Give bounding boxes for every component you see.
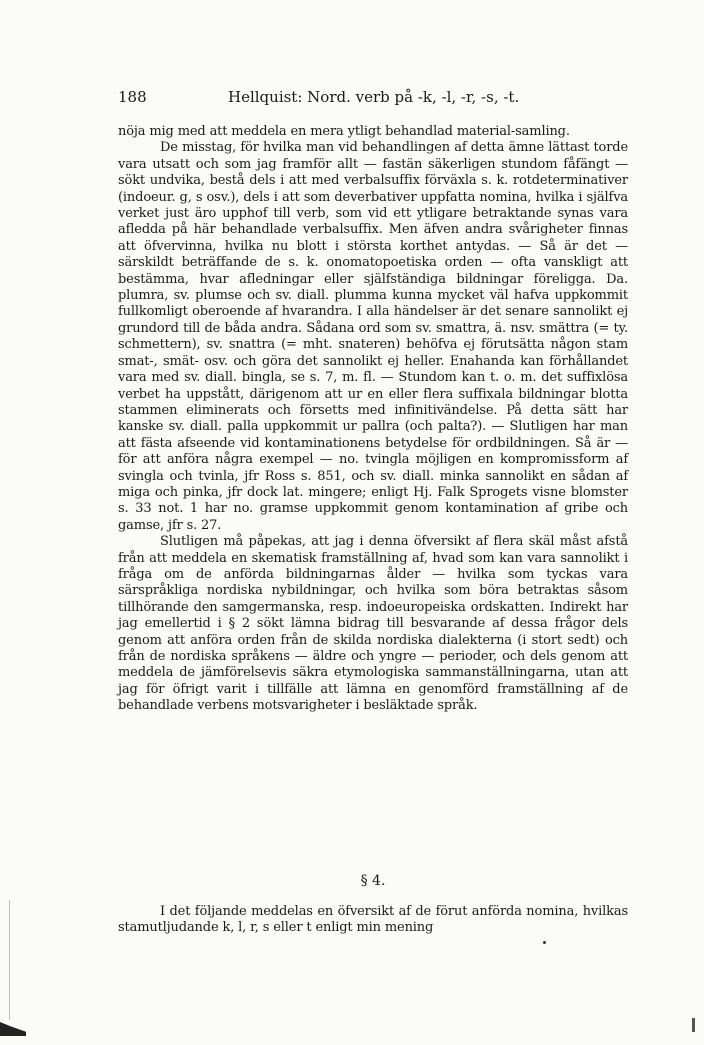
scan-edge-mark-right	[692, 1018, 695, 1032]
running-head: Hellquist: Nord. verb på -k, -l, -r, -s, -t.	[228, 88, 520, 106]
main-text	[118, 124, 628, 715]
paragraph-misstag: De misstag, för hvilka man vid behandlingen af detta ämne lättast torde vara utsatt och som jag framför allt — fastän säkerligen stundom fåfängt — sökt undvika, bestå dels i att med verbalsuffix förväxla s. k. rotdeterminativer (indoeur. g, s osv.), dels i att som deverbativer uppfatta nomina, hvilka i själfva verket just äro upphof till verb, som vid ett ytligare betraktande synas vara afledda på här behandlade verbalsuffix. Men äfven andra svårigheter finnas att öfvervinna, hvilka nu blott i största korthet antydas. — Så är det — särskildt beträffande de s. k. onomatopoetiska orden — ofta vanskligt att bestämma, hvar afledningar eller själfständiga bildningar föreligga. Da. plumra, sv. plumse och sv. diall. plumma kunna mycket väl hafva uppkommit fullkomligt oberoende af hvarandra. I alla händelser är det senare sannolikt ej grundord till de båda andra. Sådana ord som sv. smattra, ä. nsv. smättra (= ty. schmettern), sv. snattra (= mht. snateren) behöfva ej förutsätta någon stam smat-, smät- osv. och göra det sannolikt ej heller. Enahanda kan förhållandet vara med sv. diall. bingla, se s. 7, m. fl. — Stundom kan t. o. m. det suffixlösa verbet ha uppstått, därigenom att ur en eller flera suffixala bildningar blotta stammen eliminerats och försetts med infinitivändelse. På detta sätt har kanske sv. diall. palla uppkommit ur pallra (och palta?). — Slutligen har man att fästa afseende vid kontaminationens betydelse för ordbildningen. Så är — för att anföra några exempel — no. tvingla möjligen en kompromissform af svingla och tvinla, jfr Ross s. 851, och sv. diall. minka sannolikt en sådan af miga och pinka, jfr dock lat. mingere; enligt Hj. Falk Sprogets visne blomster s. 33 not. 1 har no. gramse uppkommit genom kontamination af gribe och gamse, jfr s. 27.	[118, 140, 628, 533]
stray-dot	[543, 941, 546, 944]
page-number: 188	[118, 88, 147, 106]
paragraph-slutligen: Slutligen må påpekas, att jag i denna öfversikt af flera skäl måst afstå från att meddela en skematisk framställning af, hvad som kan vara sannolikt i fråga om de anförda bildningarnas ålder — hvilka som tyckas vara särspråkliga nordiska nybildningar, och hvilka som böra betraktas såsom tillhörande den samgermanska, resp. indoeuropeiska ordskatten. Indirekt har jag emellertid i § 2 sökt lämna bidrag till besvarande af dessa frågor dels genom att anföra orden från de skilda nordiska dialekterna (i stort sedt) och från de nordiska språkens — äldre och yngre — perioder, och dels genom att meddela de jämförelsevis säkra etymologiska sammanställningarna, utan att jag för öfrigt varit i tillfälle att lämna en genomförd framställning af de behandlade verbens motsvarigheter i besläktade språk.	[118, 534, 628, 714]
section-heading: § 4.	[360, 873, 386, 889]
scan-edge-mark	[0, 1022, 26, 1036]
paragraph-continuation: nöja mig med att meddela en mera ytligt behandlad material-samling.	[118, 124, 570, 139]
section-paragraph: I det följande meddelas en öfversikt af de förut anförda nomina, hvilkas stamutljudande k, l, r, s eller t enligt min mening	[118, 904, 628, 936]
scan-edge-line	[9, 900, 10, 1020]
section-text	[118, 904, 628, 937]
